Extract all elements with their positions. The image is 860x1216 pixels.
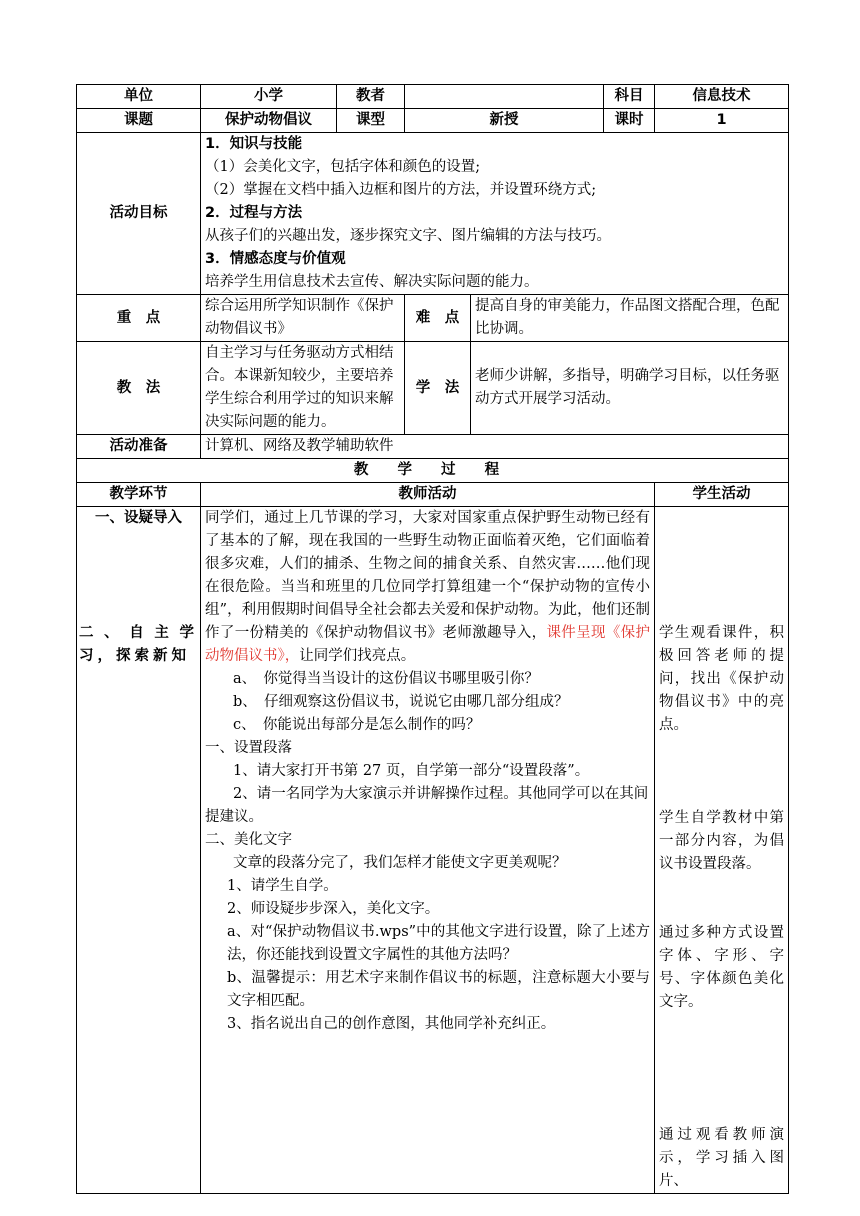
- key-text: 综合运用所学知识制作《保护动物倡议书》: [201, 295, 405, 342]
- goals-line: 1．知识与技能: [205, 136, 303, 152]
- prep-label: 活动准备: [77, 435, 201, 459]
- stage-1: 一、设疑导入: [95, 510, 182, 526]
- col-student: 学生活动: [655, 483, 789, 507]
- teacher-value: [405, 85, 604, 109]
- stage-2: 二、自主学习，探索新知: [79, 625, 198, 664]
- goals-line: 培养学生用信息技术去宣传、解决实际问题的能力。: [205, 274, 539, 290]
- section2-p3: 2、师设疑步步深入，美化文字。: [227, 901, 440, 917]
- col-teacher: 教师活动: [201, 483, 655, 507]
- question-a: a、 你觉得当当设计的这份倡议书哪里吸引你？: [233, 671, 539, 687]
- method-text: 自主学习与任务驱动方式相结合。本课新知较少，主要培养学生综合利用学过的知识来解决实际问题的能力。: [201, 342, 405, 435]
- unit-value: 小学: [201, 85, 337, 109]
- method-label: 教 法: [77, 342, 201, 435]
- lesson-plan-table: [76, 84, 789, 1194]
- intro-red-text: 课件呈现《保护动物倡议书》，: [205, 625, 651, 664]
- goals-content: [201, 133, 789, 295]
- type-label: 课型: [337, 109, 405, 133]
- student-activity: [655, 507, 789, 1194]
- goals-line: 从孩子们的兴趣出发，逐步探究文字、图片编辑的方法与技巧。: [205, 228, 611, 244]
- question-c: c、 你能说出每部分是怎么制作的吗？: [233, 717, 481, 733]
- section2-p2: 1、请学生自学。: [227, 878, 338, 894]
- section2-p1: 文章的段落分完了，我们怎样才能使文字更美观呢？: [233, 855, 567, 871]
- type-value: 新授: [405, 109, 604, 133]
- learn-label: 学 法: [405, 342, 471, 435]
- prep-text: 计算机、网络及教学辅助软件: [201, 435, 789, 459]
- section2-p4: a、对“保护动物倡议书.wps”中的其他文字进行设置，除了上述方法，你还能找到设置文字属性的其他方法吗？: [227, 924, 650, 963]
- key-label: 重 点: [77, 295, 201, 342]
- section2-title: 二、美化文字: [205, 832, 292, 848]
- difficulty-label: 难 点: [405, 295, 471, 342]
- topic-value: 保护动物倡议: [201, 109, 337, 133]
- teacher-label: 教者: [337, 85, 405, 109]
- question-b: b、 仔细观察这份倡议书，说说它由哪几部分组成？: [233, 694, 569, 710]
- goals-label: 活动目标: [77, 133, 201, 295]
- goals-line: 2．过程与方法: [205, 205, 303, 221]
- student-note-4: 通过观看教师演示，学习插入图片、: [659, 1127, 784, 1189]
- unit-label: 单位: [77, 85, 201, 109]
- student-note-1: 学生观看课件，积极回答老师的提问，找出《保护动物倡议书》中的亮点。: [659, 625, 784, 733]
- stage-column: [77, 507, 201, 1194]
- goals-line: （1）会美化文字，包括字体和颜色的设置;: [205, 159, 481, 175]
- section1-p2: 2、请一名同学为大家演示并讲解操作过程。其他同学可以在其间提建议。: [205, 786, 649, 825]
- intro-tail: 让同学们找亮点。: [299, 648, 416, 664]
- section2-p6: 3、指名说出自己的创作意图，其他同学补充纠正。: [227, 1016, 556, 1032]
- process-title: 教 学 过 程: [77, 459, 789, 483]
- intro-text: 同学们，通过上几节课的学习，大家对国家重点保护野生动物已经有了基本的了解，现在我国的一些野生动物正面临着灭绝，它们面临着很多灾难，人们的捕杀、生物之间的捕食关系、自然灾害……他们现在很危险。当当和班里的几位同学打算组建一个“保护动物的宣传小组”，利用假期时间倡导全社会都去关爱和保护动物。为此，他们还制作了一份精美的《保护动物倡议书》老师激趣导入，: [205, 510, 650, 641]
- subject-label: 科目: [604, 85, 655, 109]
- intro-paragraph: [205, 507, 650, 668]
- goals-line: 3．情感态度与价值观: [205, 251, 346, 267]
- goals-line: （2）掌握在文档中插入边框和图片的方法，并设置环绕方式;: [205, 182, 597, 198]
- topic-label: 课题: [77, 109, 201, 133]
- section2-p5: b、温馨提示：用艺术字来制作倡议书的标题，注意标题大小要与文字相匹配。: [227, 970, 650, 1009]
- period-value: 1: [655, 109, 789, 133]
- learn-text: 老师少讲解，多指导，明确学习目标，以任务驱动方式开展学习活动。: [471, 342, 789, 435]
- subject-value: 信息技术: [655, 85, 789, 109]
- period-label: 课时: [604, 109, 655, 133]
- student-note-2: 学生自学教材中第一部分内容，为倡议书设置段落。: [659, 810, 784, 872]
- student-note-3: 通过多种方式设置字体、字形、字号、字体颜色美化文字。: [659, 925, 784, 1010]
- difficulty-text: 提高自身的审美能力，作品图文搭配合理，色配比协调。: [471, 295, 789, 342]
- teacher-activity: [201, 507, 655, 1194]
- section1-p1: 1、请大家打开书第 27 页，自学第一部分“设置段落”。: [233, 763, 590, 779]
- section1-title: 一、设置段落: [205, 740, 292, 756]
- col-stage: 教学环节: [77, 483, 201, 507]
